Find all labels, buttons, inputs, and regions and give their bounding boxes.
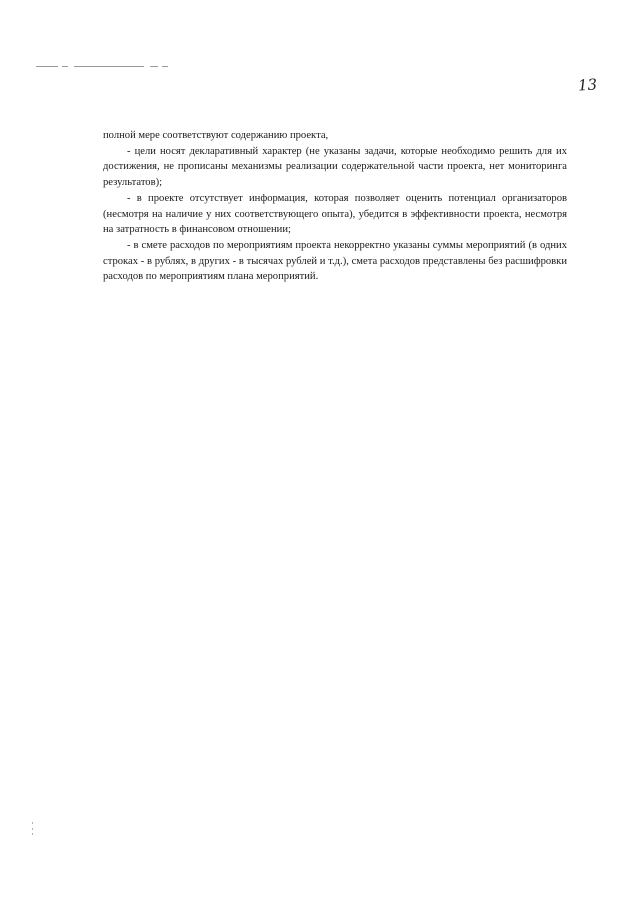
document-body [103, 128, 567, 285]
paragraph-organizers: - в проекте отсутствует информация, которая позволяет оценить потенциал организаторов (несмотря на наличие у них соответствующего опыта), убедится в эффективности проекта, несмотря на затратность в финансовом отношении; [103, 192, 567, 236]
scan-artifact-margin-marks [32, 822, 34, 836]
page-number: 13 [577, 75, 598, 95]
paragraph-budget: - в смете расходов по мероприятиям проекта некорректно указаны суммы мероприятий (в одних строках - в рублях, в других - в тысячах рублей и т.д.), смета расходов представлены без расшифровки расходов по мероприятиям плана мероприятий. [103, 239, 567, 283]
scan-artifact-header-line [36, 66, 186, 69]
paragraph-continuation: полной мере соответствуют содержанию проекта, [103, 130, 329, 141]
paragraph-goals: - цели носят декларативный характер (не указаны задачи, которые необходимо решить для их достижения, не прописаны механизмы реализации содержательной части проекта, нет мониторинга результатов); [103, 145, 567, 189]
